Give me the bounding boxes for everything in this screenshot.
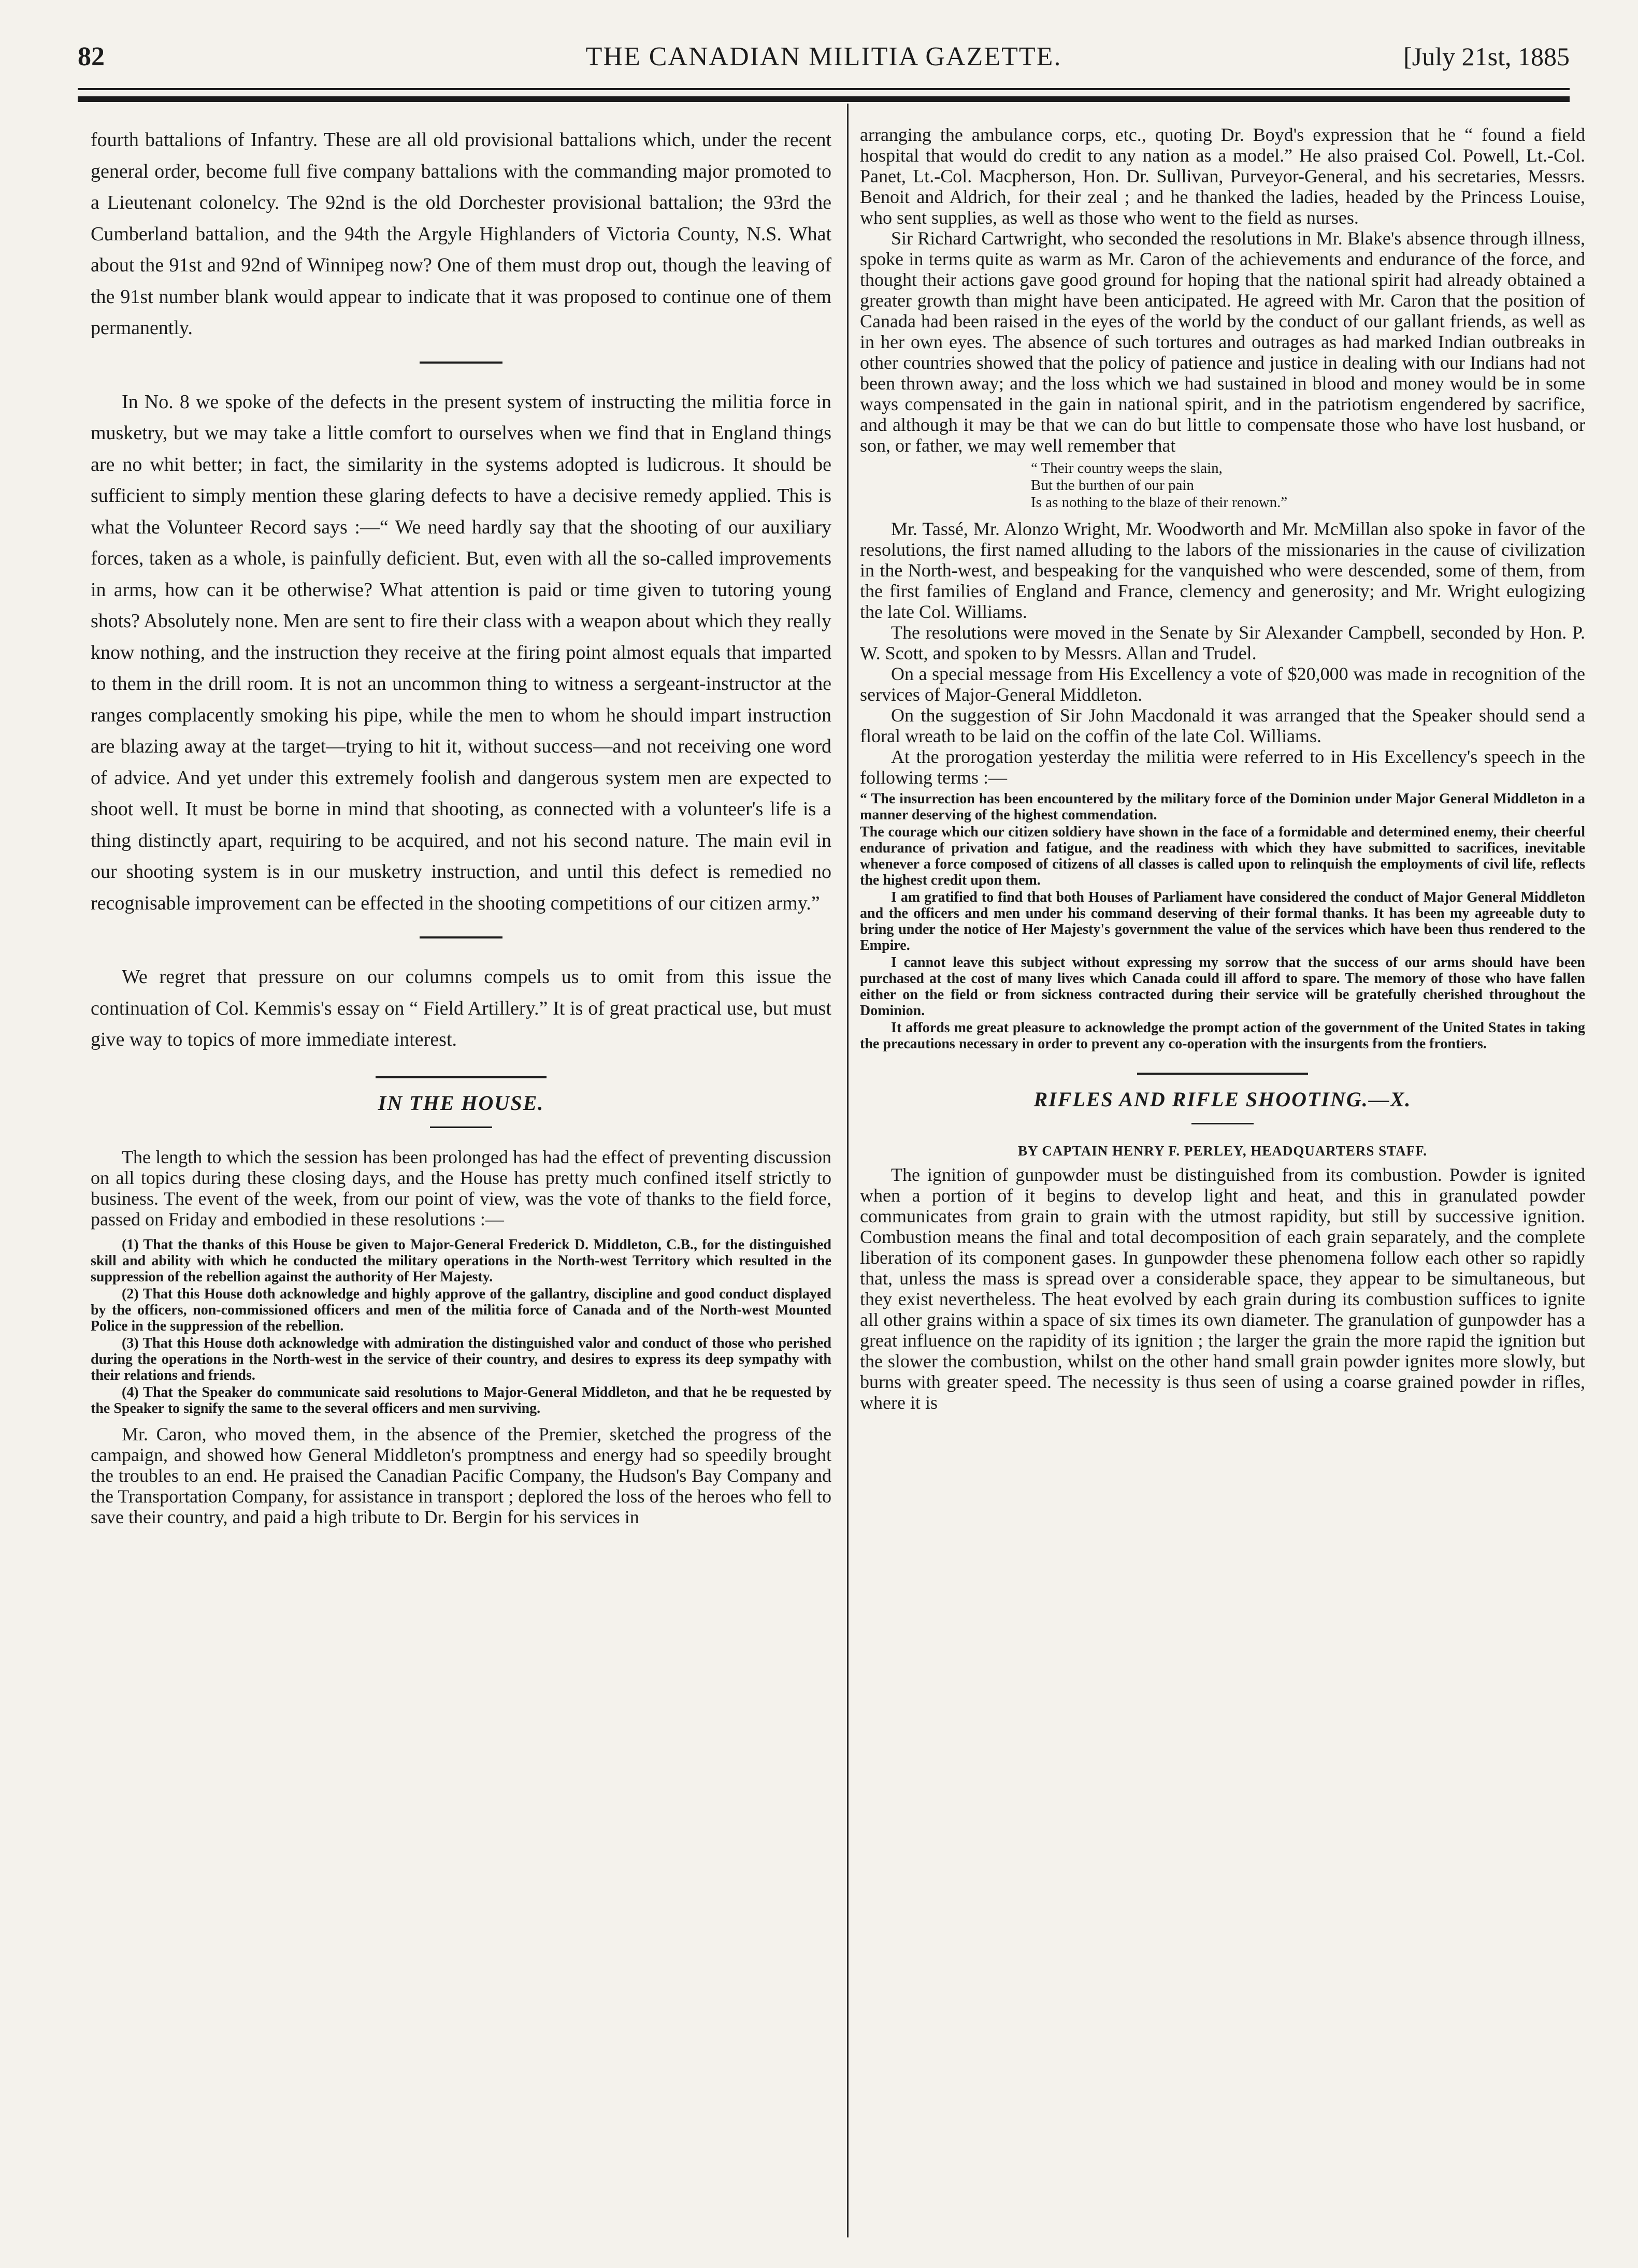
header-rule-thin xyxy=(78,88,1570,90)
prorogation-paragraph: At the prorogation yesterday the militia were referred to in His Excellency's speech in the following terms :— xyxy=(860,746,1585,788)
speech-paragraph-3: I am gratified to find that both Houses of Parliament have considered the conduct of Major General Middleton and the officers and men under his command deserving of their formal thanks. It has been my agreeable duty to bring under the notice of Her Majesty's government the value of the services which have been thus rendered to the Empire. xyxy=(860,889,1585,954)
tasse-paragraph: Mr. Tassé, Mr. Alonzo Wright, Mr. Woodworth and Mr. McMillan also spoke in favor of the resolutions, the first named alluding to the labors of the missionaries in the cause of civilization in the North-west, and bespeaking for the vanquished who were descended, some of them, from the first families of England and France, clemency and generosity; and Mr. Wright eulogizing the late Col. Williams. xyxy=(860,518,1585,622)
section-rule-long xyxy=(1137,1073,1308,1075)
verse-line-3: Is as nothing to the blaze of their renown.” xyxy=(1031,494,1288,511)
article-byline: BY CAPTAIN HENRY F. PERLEY, HEADQUARTERS STAFF. xyxy=(1018,1143,1427,1159)
left-column xyxy=(91,124,831,1527)
page-number: 82 xyxy=(78,42,105,71)
heading-rule xyxy=(1191,1123,1254,1124)
battalions-paragraph: fourth battalions of Infantry. These are all old provisional battalions which, under the recent general order, become full five company battalions with the commanding major promoted to a Lieutenant colonelcy. The 92nd is the old Dorchester provisional battalion; the 93rd the Cumberland battalion, and the 94th the Argyle Highlanders of Victoria County, N.S. What about the 91st and 92nd of Winnipeg now? One of them must drop out, though the leaving of the 91st number blank would appear to indicate that it was proposed to continue one of them permanently. xyxy=(91,129,831,339)
wreath-paragraph: On the suggestion of Sir John Macdonald it was arranged that the Speaker should send a floral wreath to be laid on the coffin of the late Col. Williams. xyxy=(860,705,1585,746)
section-rule xyxy=(420,362,502,364)
gunpowder-paragraph: The ignition of gunpowder must be distinguished from its combustion. Powder is ignited when a portion of it begins to develop light and heat, and this in granulated powder communicates from grain to grain with the utmost rapidity, but still by successive ignition. Combustion means the final and total decomposition of each grain separately, and the complete liberation of its component gases. In gunpowder these phenomena follow each other so rapidly that, unless the mass is spread over a considerable space, they appear to be simultaneous, but they exist nevertheless. The heat evolved by each grain during its combustion suffices to ignite all other grains within a space of six times its own diameter. The granulation of gunpowder has a great influence on the rapidity of its ignition ; the larger the grain the more rapid the ignition but the slower the combustion, whilst on the other hand small grain powder ignites more slowly, but burns with greater speed. The necessity is thus seen of using a coarse grained powder in rifles, where it is xyxy=(860,1164,1585,1413)
artillery-note-paragraph: We regret that pressure on our columns compels us to omit from this issue the continuation of Col. Kemmis's essay on “ Field Artillery.” It is of great practical use, but must give way to topics of more immediate interest. xyxy=(91,966,831,1050)
speech-paragraph-2: The courage which our citizen soldiery have shown in the face of a formidable and determined enemy, their cheerful endurance of privation and fatigue, and the readiness with which they have submitted to sacrifices, inevitable whenever a force composed of citizens of all classes is called upon to relinquish the employments of civil life, reflects the highest credit upon them. xyxy=(860,824,1585,888)
caron-paragraph: Mr. Caron, who moved them, in the absence of the Premier, sketched the progress of the campaign, and showed how General Middleton's promptness and energy had so speedily brought the troubles to an end. He praised the Canadian Pacific Company, the Hudson's Bay Company and the Transportation Company, for assistance in transport ; deplored the loss of the heroes who fell to save their country, and paid a high tribute to Dr. Bergin for his services in xyxy=(91,1423,831,1527)
in-the-house-heading: IN THE HOUSE. xyxy=(378,1091,544,1115)
resolution-1: (1) That the thanks of this House be given to Major-General Frederick D. Middleton, C.B., for the distinguished skill and ability with which he conducted the military operations in the North-west Territory which resulted in the suppression of the rebellion against the authority of Her Majesty. xyxy=(91,1236,831,1285)
quoted-verse xyxy=(1031,460,1585,511)
right-column xyxy=(860,124,1585,1413)
section-rule xyxy=(420,936,502,938)
speech-paragraph-1: “ The insurrection has been encountered by the military force of the Dominion under Major General Middleton in a manner deserving of the highest commendation. xyxy=(860,791,1585,823)
heading-rule xyxy=(430,1126,492,1128)
senate-paragraph: The resolutions were moved in the Senate by Sir Alexander Campbell, seconded by Hon. P. W. Scott, and spoken to by Messrs. Allan and Trudel. xyxy=(860,622,1585,663)
verse-line-1: “ Their country weeps the slain, xyxy=(1031,460,1223,476)
cartwright-paragraph: Sir Richard Cartwright, who seconded the resolutions in Mr. Blake's absence through illness, spoke in terms quite as warm as Mr. Caron of the achievements and endurance of the force, and thought their actions gave good ground for hoping that the national spirit had already obtained a greater growth than might have been anticipated. He agreed with Mr. Caron that the position of Canada had been raised in the eyes of the world by the conduct of our gallant friends, as well as in her own eyes. The absence of such tortures and outrages as had marked Indian outbreaks in other countries showed that the policy of patience and justice in dealing with our Indians had not been thrown away; and the loss which we had sustained in blood and money would be in some ways compensated in the gain in national spirit, and in the patriotism engendered by sacrifice, and although it may be that we can do but little to compensate those who have lost husband, or son, or father, we may well remember that xyxy=(860,228,1585,456)
header-rule-thick xyxy=(78,96,1570,102)
speech-paragraph-5: It affords me great pleasure to acknowledge the prompt action of the government of the United States in taking the precautions necessary in order to prevent any co-operation with the insurgents from the frontiers. xyxy=(860,1020,1585,1052)
house-intro-paragraph: The length to which the session has been prolonged has had the effect of preventing discussion on all topics during these closing days, and the House has pretty much confined itself strictly to business. The event of the week, from our point of view, was the vote of thanks to the field force, passed on Friday and embodied in these resolutions :— xyxy=(91,1146,831,1230)
resolution-4: (4) That the Speaker do communicate said resolutions to Major-General Middleton, and that he be requested by the Speaker to signify the same to the several officers and men surviving. xyxy=(91,1384,831,1417)
resolution-3: (3) That this House doth acknowledge with admiration the distinguished valor and conduct of those who perished during the operations in the North-west in the service of their country, and desires to express its deep sympathy with their relations and friends. xyxy=(91,1335,831,1383)
ambulance-paragraph: arranging the ambulance corps, etc., quoting Dr. Boyd's expression that he “ found a field hospital that would do credit to any nation as a model.” He also praised Col. Powell, Lt.-Col. Panet, Lt.-Col. Macpherson, Hon. Dr. Sullivan, Purveyor-General, and his secretaries, Messrs. Benoit and Aldrich, for their zeal ; and he thanked the ladies, headed by the Princess Louise, who sent supplies, as well as those who went to the field as nurses. xyxy=(860,124,1585,228)
vote-paragraph: On a special message from His Excellency a vote of $20,000 was made in recognition of the services of Major-General Middleton. xyxy=(860,663,1585,705)
resolution-2: (2) That this House doth acknowledge and highly approve of the gallantry, discipline and good conduct displayed by the officers, non-commissioned officers and men of the militia force of Canada and of the North-west Mounted Police in the suppression of the rebellion. xyxy=(91,1285,831,1334)
issue-date: [July 21st, 1885 xyxy=(1403,42,1570,71)
verse-line-2: But the burthen of our pain xyxy=(1031,477,1194,494)
section-rule-long xyxy=(376,1076,547,1078)
speech-extract xyxy=(860,791,1585,1052)
newspaper-title: THE CANADIAN MILITIA GAZETTE. xyxy=(585,42,1062,71)
rifles-heading: RIFLES AND RIFLE SHOOTING.—X. xyxy=(1033,1088,1412,1111)
musketry-paragraph: In No. 8 we spoke of the defects in the present system of instructing the militia force in musketry, but we may take a little comfort to ourselves when we find that in England things are no whit better; in fact, the similarity in the systems adopted is ludicrous. It should be sufficient to simply mention these glaring defects to have a decisive remedy applied. This is what the Volunteer Record says :—“ We need hardly say that the shooting of our auxiliary forces, taken as a whole, is painfully deficient. But, even with all the so-called improvements in arms, how can it be otherwise? What attention is paid or time given to tutoring young shots? Absolutely none. Men are sent to fire their class with a weapon about which they really know nothing, and the instruction they receive at the firing point almost equals that imparted to them in the drill room. It is not an uncommon thing to witness a sergeant-instructor at the ranges complacently smoking his pipe, while the men to whom he should impart instruction are blazing away at the target—trying to hit it, without success—and not receiving one word of advice. And yet under this extremely foolish and dangerous system men are expected to shoot well. It must be borne in mind that shooting, as connected with a volunteer's life is a thing distinctly apart, requiring to be acquired, and not his second nature. The main evil in our shooting system is in our musketry instruction, and until this defect is remedied no recognisable improvement can be effected in the shooting competitions of our citizen army.” xyxy=(91,391,831,914)
resolutions-list xyxy=(91,1237,831,1417)
column-divider xyxy=(847,104,849,2237)
page-header xyxy=(78,37,1570,84)
speech-paragraph-4: I cannot leave this subject without expressing my sorrow that the success of our arms should have been purchased at the cost of many lives which Canada could ill afford to spare. The memory of those who have fallen either on the field or from sickness contracted during their service will be gratefully cherished throughout the Dominion. xyxy=(860,955,1585,1019)
